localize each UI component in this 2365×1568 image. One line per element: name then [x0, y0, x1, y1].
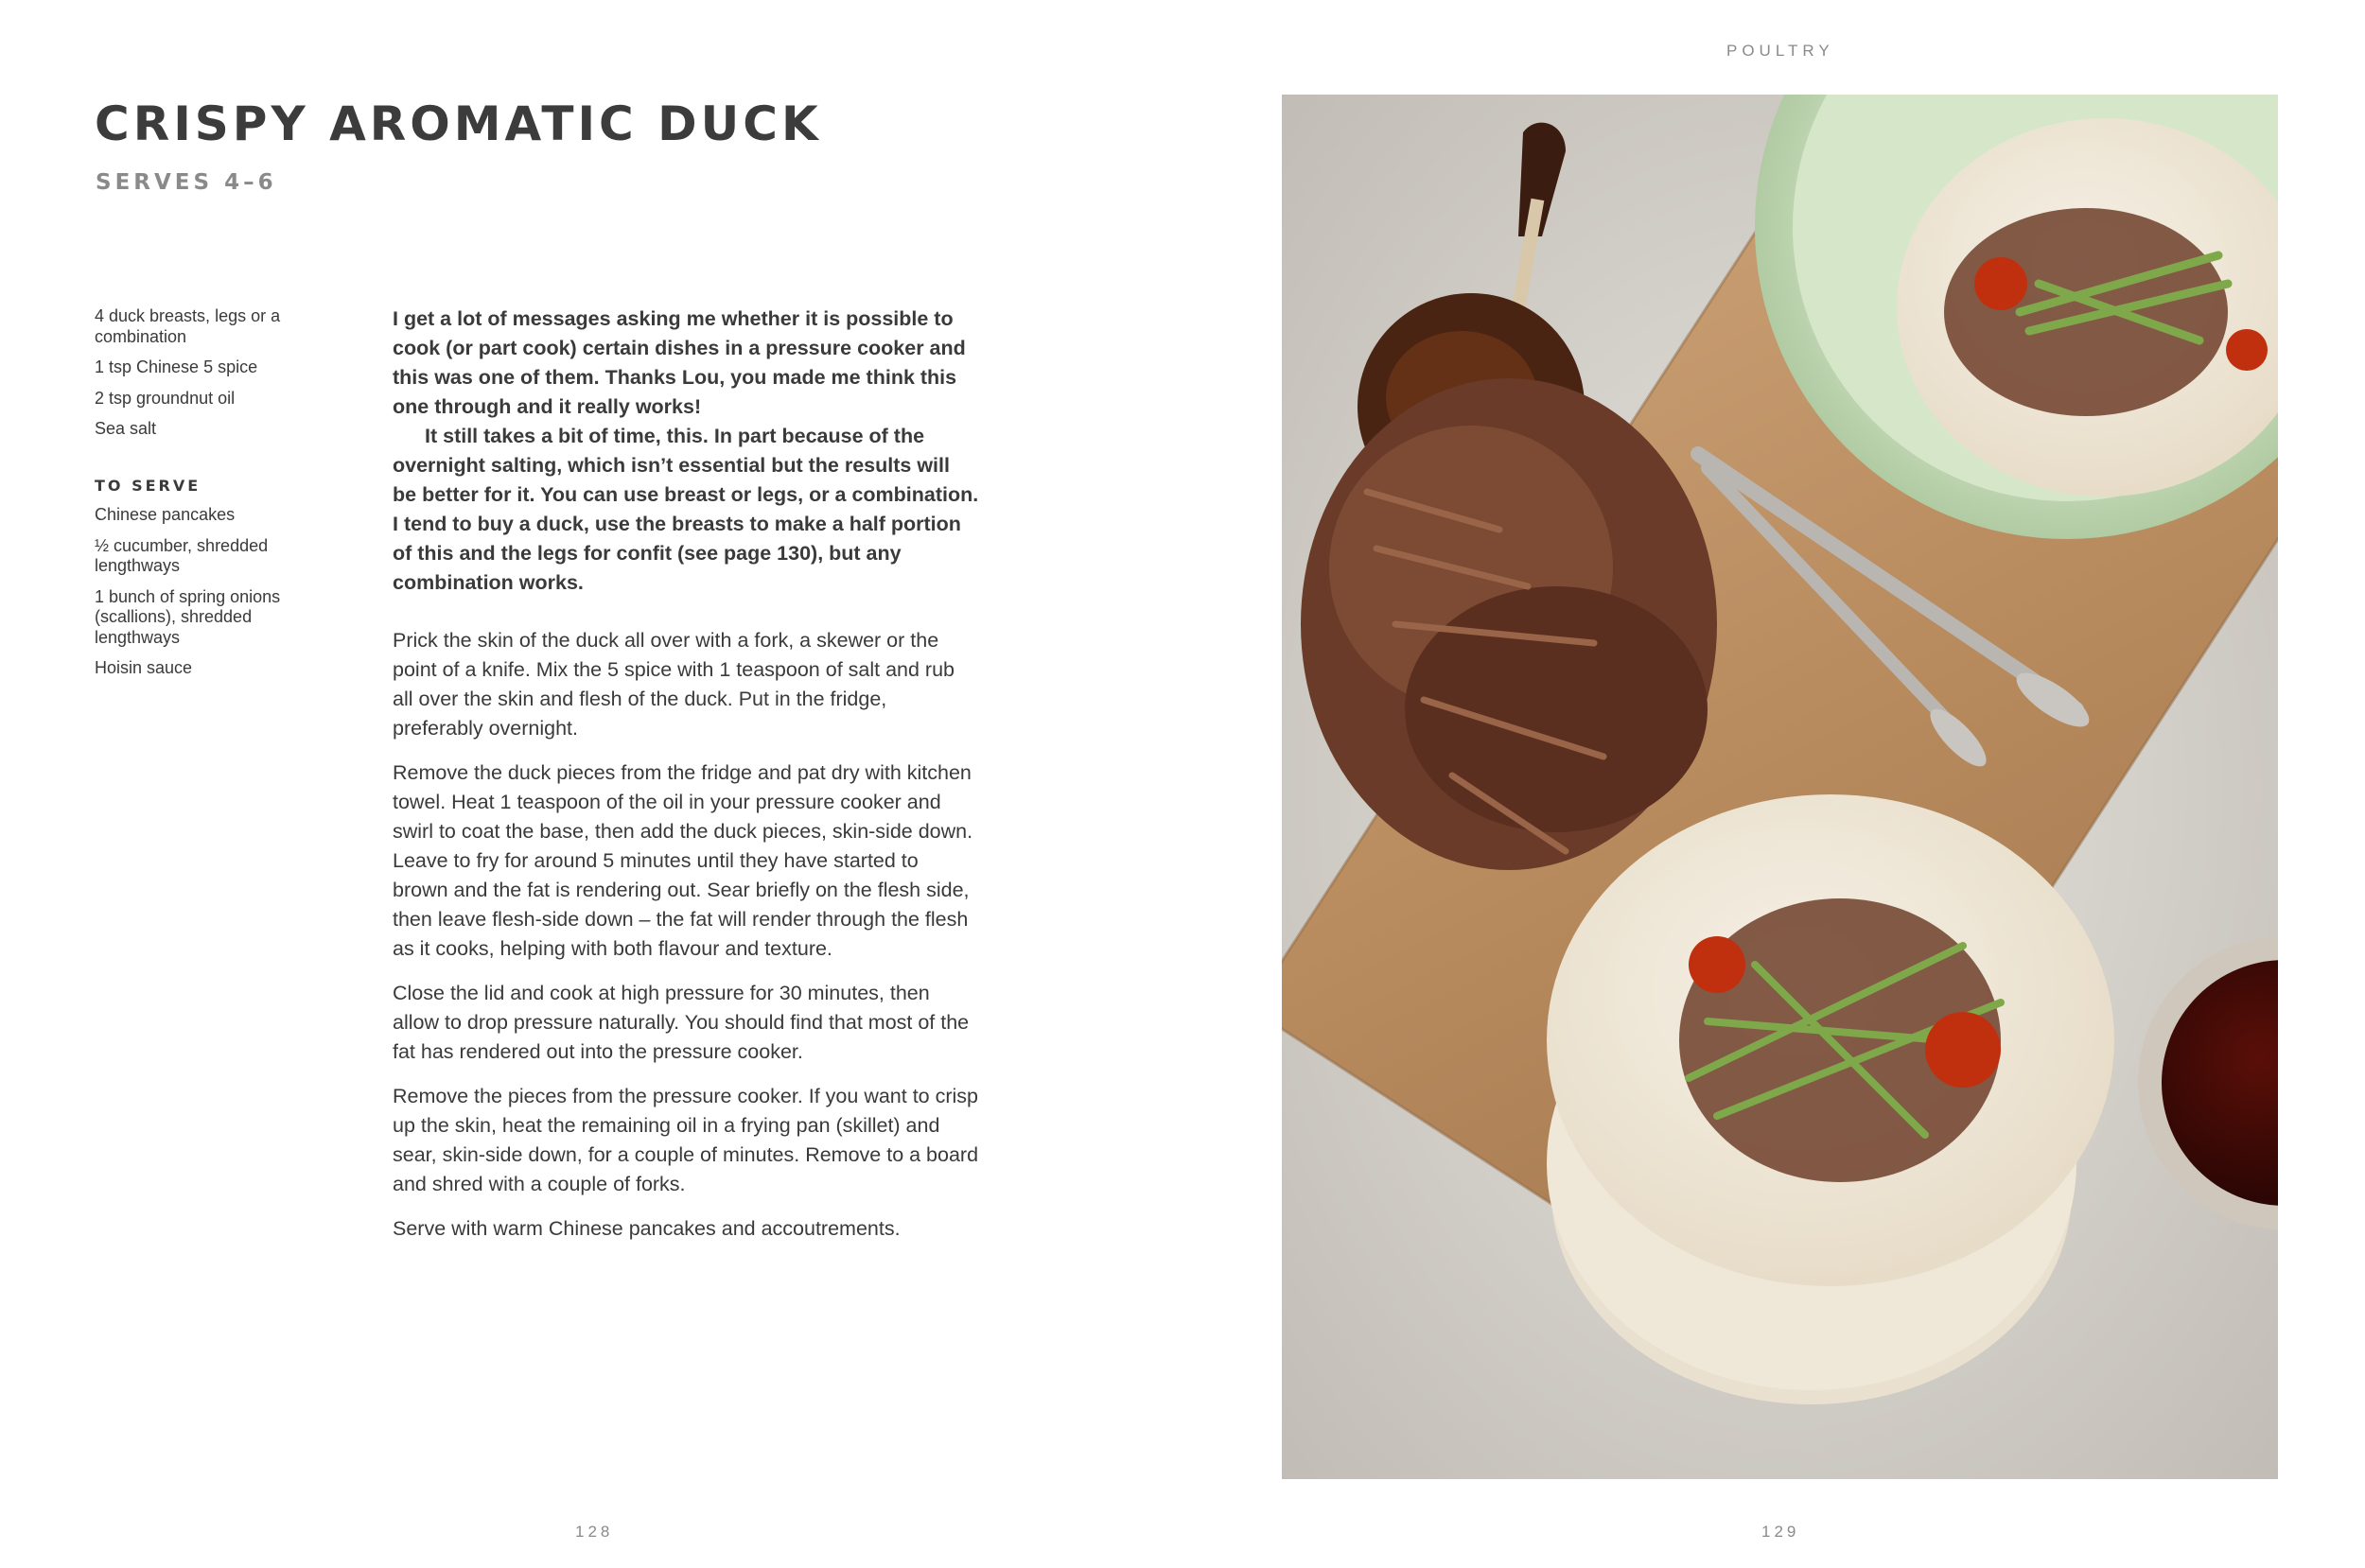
to-serve-item: 1 bunch of spring onions (scallions), shredded lengthways: [95, 586, 281, 647]
ingredient-item: 2 tsp groundnut oil: [95, 388, 236, 408]
recipe-intro: [393, 305, 979, 598]
method-step: Serve with warm Chinese pancakes and accoutrements.: [393, 1217, 901, 1240]
serves-label: SERVES 4–6: [96, 170, 277, 195]
running-head: POULTRY: [1726, 42, 1834, 60]
ingredient-item: Sea salt: [95, 419, 157, 438]
ingredient-item: 4 duck breasts, legs or a combination: [95, 306, 281, 346]
recipe-text-column: [393, 305, 979, 1259]
to-serve-heading: TO SERVE: [95, 476, 201, 495]
shredded-duck: [1301, 378, 1717, 870]
method-step: Remove the duck pieces from the fridge and pat dry with kitchen towel. Heat 1 teaspoon of the oil in your pressure cooker and swirl to coat the base, then add the duck pieces, skin-side down. Leave to fry for around 5 minutes until they have started to brown and the fat is rendering out. Sear briefly on the flesh side, then leave flesh-side down – the fat will render through the flesh as it cooks, helping with both flavour and texture.: [393, 761, 973, 960]
ingredient-item: 1 tsp Chinese 5 spice: [95, 357, 258, 376]
right-page: [1182, 0, 2365, 1568]
ingredients-column: [95, 306, 322, 689]
method-step: Remove the pieces from the pressure cooker. If you want to crisp up the skin, heat the remaining oil in a frying pan (skillet) and sear, skin-side down, for a couple of minutes. Remove to a board and shred with a couple of forks.: [393, 1085, 979, 1195]
method-step: Prick the skin of the duck all over with a fork, a skewer or the point of a knife. Mix the 5 spice with 1 teaspoon of salt and rub all over the skin and flesh of the duck. Put in the fridge, preferably overnight.: [393, 629, 955, 740]
recipe-title: CRISPY AROMATIC DUCK: [95, 96, 822, 151]
method-step: Close the lid and cook at high pressure for 30 minutes, then allow to drop pressure naturally. You should find that most of the fat has rendered out into the pressure cooker.: [393, 982, 970, 1063]
to-serve-item: Chinese pancakes: [95, 505, 236, 524]
left-page: [0, 0, 1182, 1568]
to-serve-list: [95, 505, 322, 679]
duck-photo: [1282, 95, 2278, 1479]
method-steps: [393, 626, 979, 1244]
ingredient-list: [95, 306, 322, 440]
to-serve-item: ½ cucumber, shredded lengthways: [95, 535, 269, 575]
intro-paragraph: It still takes a bit of time, this. In part because of the overnight salting, which isn’t essential but the results will be better for it. You can use breast or legs, or a combination. I tend to buy a duck, use the breasts to make a half portion of this and the legs for confit (see page 130), but any combination works.: [393, 425, 979, 594]
page-number-right: 129: [1761, 1523, 1800, 1541]
intro-paragraph: I get a lot of messages asking me whether it is possible to cook (or part cook) certain dishes in a pressure cooker and this was one of them. Thanks Lou, you made me think this one through and it really works!: [393, 307, 966, 418]
to-serve-item: Hoisin sauce: [95, 658, 193, 677]
page-number-left: 128: [575, 1523, 614, 1541]
